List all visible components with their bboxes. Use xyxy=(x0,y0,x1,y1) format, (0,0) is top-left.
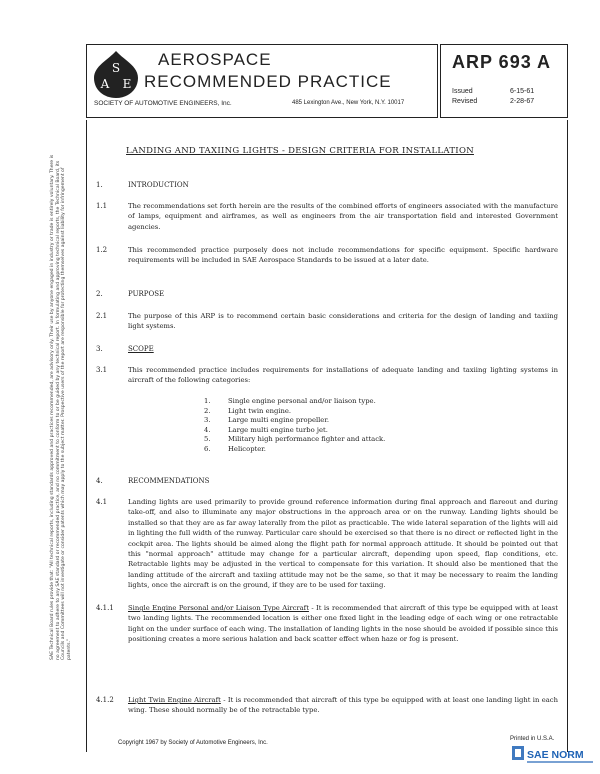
section-4-1-1-number: 4.1.1 xyxy=(96,604,114,612)
list-item-number: 6. xyxy=(204,444,211,453)
section-4-1-1-text xyxy=(128,603,558,645)
list-item-label: Large multi engine turbo jet. xyxy=(228,425,328,434)
list-item xyxy=(204,397,385,407)
section-3-1-text: This recommended practice includes requirements for installations of adequate landing and taxiing lighting systems in aircraft of the following categories: xyxy=(128,366,558,385)
section-4-title: RECOMMENDATIONS xyxy=(128,477,210,485)
section-2-number: 2. xyxy=(96,290,103,298)
list-item xyxy=(204,435,385,445)
list-item-number: 3. xyxy=(204,416,211,425)
section-4-1-2-text xyxy=(128,695,558,716)
brand-text: SAE NORM xyxy=(527,749,584,761)
section-1-2-text: This recommended practice purposely does not include recommendations for specific equipment. Specific hardware requirements will be included in SAE Aerospace Standards to be issued at a later date. xyxy=(128,246,558,265)
side-disclaimer-text: SAE Technical Board rules provide that: "All technical reports, including standards approved and practices recommended, are advisory only. Their use by anyone engaged in industry or trade is entirely voluntary. There is no agreement to adhere to any SAE standard or recommended practice, and no commitment to conform to or be guided by any technical report. In formulating and approving technical reports, the Technical Board, its Councils and Committees will not investigate or consider patents which may apply to the subject matter. Prospective users of the report are responsible for protecting themselves against liability for infringement of patents." xyxy=(50,154,72,660)
side-disclaimer xyxy=(50,148,84,660)
list-item xyxy=(204,416,385,426)
arp-number: ARP 693 A xyxy=(452,52,552,72)
revised-label: Revised xyxy=(452,98,478,105)
society-address: 485 Lexington Ave., New York, N.Y. 10017 xyxy=(292,100,405,106)
footer-copyright: Copyright 1967 by Society of Automotive Engineers, Inc. xyxy=(118,740,268,746)
section-2-1-number: 2.1 xyxy=(96,312,108,320)
list-item xyxy=(204,407,385,417)
logo-letter-e: E xyxy=(122,77,132,91)
logo-letter-a: A xyxy=(100,77,110,91)
section-3-number: 3. xyxy=(96,345,103,353)
sae-norm-watermark xyxy=(512,742,596,768)
footer-printed: Printed in U.S.A. xyxy=(510,736,555,742)
document-title: LANDING AND TAXIING LIGHTS - DESIGN CRITERIA FOR INSTALLATION xyxy=(126,146,474,156)
section-4-1-1-lead: Single Engine Personal and/or Liaison Type Aircraft xyxy=(128,604,309,612)
section-2-title: PURPOSE xyxy=(128,290,165,298)
issued-label: Issued xyxy=(452,88,473,95)
section-2-1-text: The purpose of this ARP is to recommend certain basic considerations and criteria for the design of landing and taxiing light systems. xyxy=(128,312,558,331)
section-4-1-number: 4.1 xyxy=(96,498,108,506)
section-1-number: 1. xyxy=(96,181,103,189)
section-1-1-number: 1.1 xyxy=(96,202,108,210)
section-1-2-number: 1.2 xyxy=(96,246,108,254)
list-item-label: Single engine personal and/or liaison type. xyxy=(228,397,376,405)
sae-logo xyxy=(90,48,142,100)
section-1-1-text: The recommendations set forth herein are the results of the combined efforts of engineers associated with the manufacture of lamps, equipment and airframes, as well as engineers from the air transportation field and interested Government agencies. xyxy=(128,202,558,231)
revised-date: 2-28-67 xyxy=(510,98,535,105)
list-item-number: 4. xyxy=(204,425,211,434)
category-list xyxy=(204,397,385,455)
section-4-1-2-body: - It is recommended that aircraft of this type be equipped with at least one landing light in each wing. These should normally be of the retractable type. xyxy=(128,696,558,715)
title-recommended-practice: RECOMMENDED PRACTICE xyxy=(144,72,392,91)
section-4-1-2-lead: Light Twin Engine Aircraft xyxy=(128,696,221,704)
society-name: SOCIETY OF AUTOMOTIVE ENGINEERS, Inc. xyxy=(94,100,232,107)
section-3-title: SCOPE xyxy=(128,345,154,353)
section-4-1-2-number: 4.1.2 xyxy=(96,696,114,704)
list-item-number: 1. xyxy=(204,397,211,405)
list-item-label: Helicopter. xyxy=(228,444,266,453)
list-item-label: Large multi engine propeller. xyxy=(228,416,329,425)
section-1-title: INTRODUCTION xyxy=(128,181,189,189)
list-item xyxy=(204,445,385,455)
title-aerospace: AEROSPACE xyxy=(158,50,272,69)
issued-date: 6-15-61 xyxy=(510,88,535,95)
section-4-1-1-body: - It is recommended that aircraft of this type be equipped with at least two landing lights. The recommended location is either one fixed light in the leading edge of each wing or one retractable light on the under surface of each wing. The installation of landing lights in the nose should be avoided if possible since this positioning creates a more serious halation and back scatter effect when haze or fog is present. xyxy=(128,604,558,644)
list-item xyxy=(204,426,385,436)
list-item-number: 5. xyxy=(204,435,211,444)
section-4-number: 4. xyxy=(96,477,103,485)
logo-letter-s: S xyxy=(111,61,121,75)
list-item-label: Light twin engine. xyxy=(228,406,292,415)
section-3-1-number: 3.1 xyxy=(96,366,108,374)
section-4-1-text: Landing lights are used primarily to provide ground reference information during final approach and flareout and during take-off, and also to illuminate any major obstructions in the approach area or on the runway. Landing lights should be installed so that they are as far away laterally from the pilot as practicable. The wide lateral separation of the lights will aid in lighting the full width of the runway. Particular care should be exercised so that there is no direct or reflected light in the cockpit area. The lights should be aimed along the flight path for normal approach attitude. It should be pointed out that this "normal approach" attitude may change for a particular aircraft, depending upon speed, flap conditions, etc. Retractable lights may be adjusted in the vertical to compensate for this variation. It should also be mentioned that the landing attitude of the aircraft and taxiing attitude may not be the same, so that it may be necessary to reaim the landing lights, once the aircraft is on the ground, if they are to be used for taxiing. xyxy=(128,498,558,590)
list-item-number: 2. xyxy=(204,406,211,415)
list-item-label: Military high performance fighter and attack. xyxy=(228,435,386,444)
